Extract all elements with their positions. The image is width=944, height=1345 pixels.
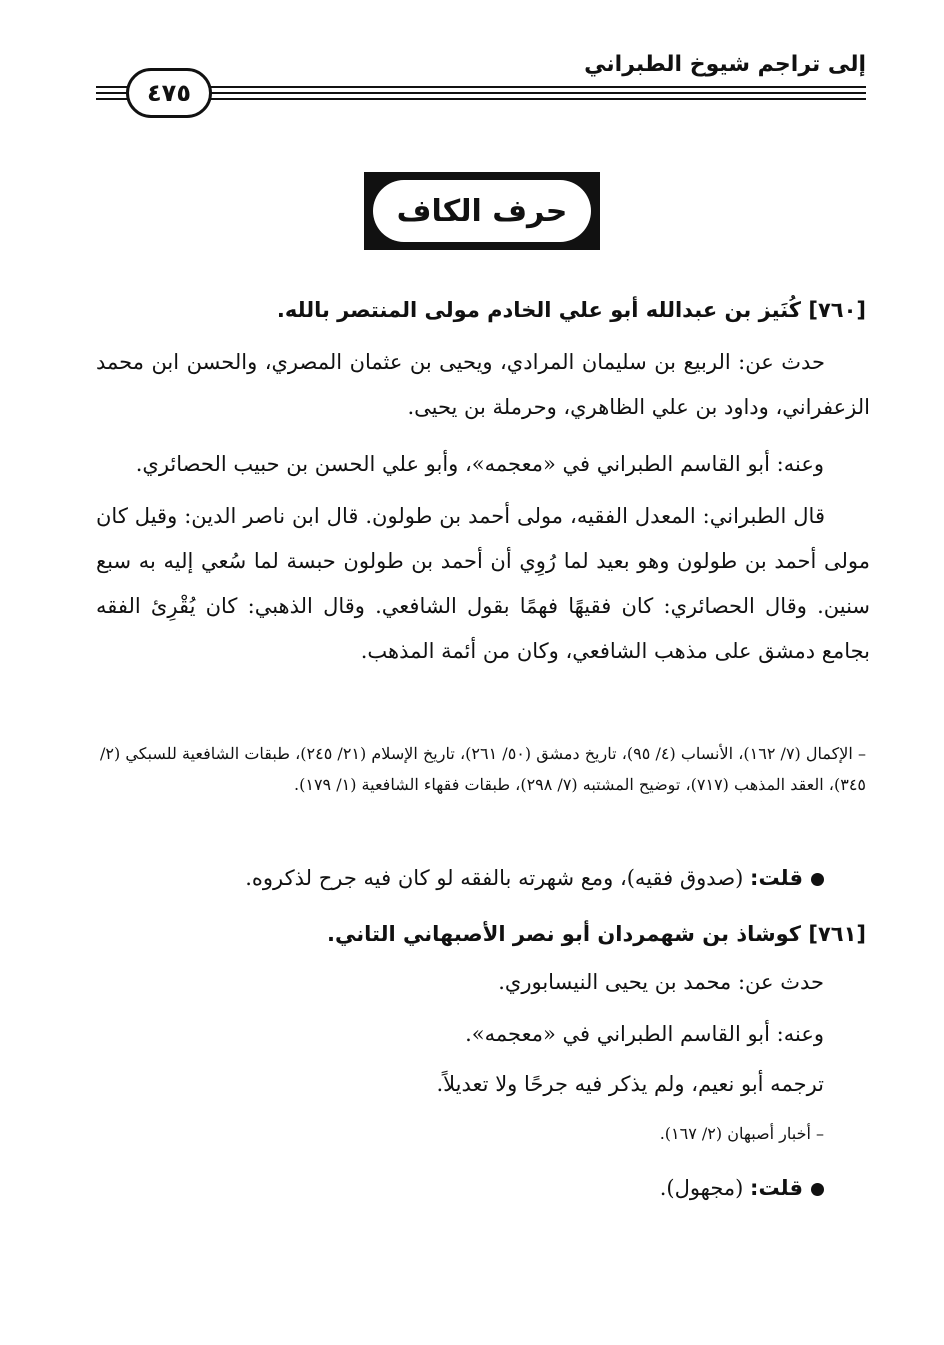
chapter-heading-frame (364, 172, 600, 250)
entry-761-commentary: ترجمه أبو نعيم، ولم يذكر فيه جرحًا ولا تعديلاً. (436, 1072, 824, 1096)
entry-760-verdict (245, 866, 824, 890)
entry-760-heading: [٧٦٠] كُنَيز بن عبدالله أبو علي الخادم مولى المنتصر بالله. (276, 298, 866, 322)
chapter-title: حرف الكاف (373, 180, 591, 242)
entry-760-narrated-by: وعنه: أبو القاسم الطبراني في «معجمه»، وأبو علي الحسن بن حبيب الحصائري. (135, 452, 824, 476)
entry-761-narrated-from: حدث عن: محمد بن يحيى النيسابوري. (498, 970, 824, 994)
entry-760-commentary: قال الطبراني: المعدل الفقيه، مولى أحمد بن طولون. قال ابن ناصر الدين: وقيل كان مولى أحمد بن طولون وهو بعيد لما رُوِي أن أحمد بن طولون حبسة لما سُعي إليه به سبع سنين. وقال الحصائري: كان فقيهًا فهمًا بقول الشافعي. وقال الذهبي: كان يُقْرِئ الفقه بجامع دمشق على مذهب الشافعي، وكان من أئمة المذهب. (96, 504, 870, 663)
verdict-text: (صدوق فقيه)، ومع شهرته بالفقه لو كان فيه جرح لذكروه. (245, 866, 744, 890)
verdict-label: قلت: (750, 1176, 803, 1200)
entry-760-narrated-from: حدث عن: الربيع بن سليمان المرادي، ويحيى بن عثمان المصري، والحسن ابن محمد الزعفراني، وداود بن علي الظاهري، وحرملة بن يحيى. (96, 350, 870, 419)
entry-761-sources: – أخبار أصبهان (٢/ ١٦٧). (659, 1124, 824, 1143)
verdict-text: (مجهول). (659, 1176, 744, 1200)
page-number: ٤٧٥ (126, 68, 212, 118)
running-title: إلى تراجم شيوخ الطبراني (584, 52, 866, 77)
entry-761-narrated-by: وعنه: أبو القاسم الطبراني في «معجمه». (465, 1022, 824, 1046)
entry-761-verdict (660, 1176, 824, 1200)
header-rule (96, 98, 866, 100)
bullet-icon (811, 1183, 824, 1196)
bullet-icon (811, 873, 824, 886)
verdict-label: قلت: (750, 866, 803, 890)
entry-761-heading: [٧٦١] كوشاذ بن شهمردان أبو نصر الأصبهاني التاني. (327, 922, 866, 946)
entry-760-sources: – الإكمال (٧/ ١٦٢)، الأنساب (٤/ ٩٥)، تاريخ دمشق (٥٠/ ٢٦١)، تاريخ الإسلام (٢١/ ٢٤٥)، طبقات الشافعية للسبكي (٢/ ٣٤٥)، العقد المذهب (٧١٧)، توضيح المشتبه (٧/ ٢٩٨)، طبقات فقهاء الشافعية (١/ ١٧٩). (100, 744, 867, 794)
